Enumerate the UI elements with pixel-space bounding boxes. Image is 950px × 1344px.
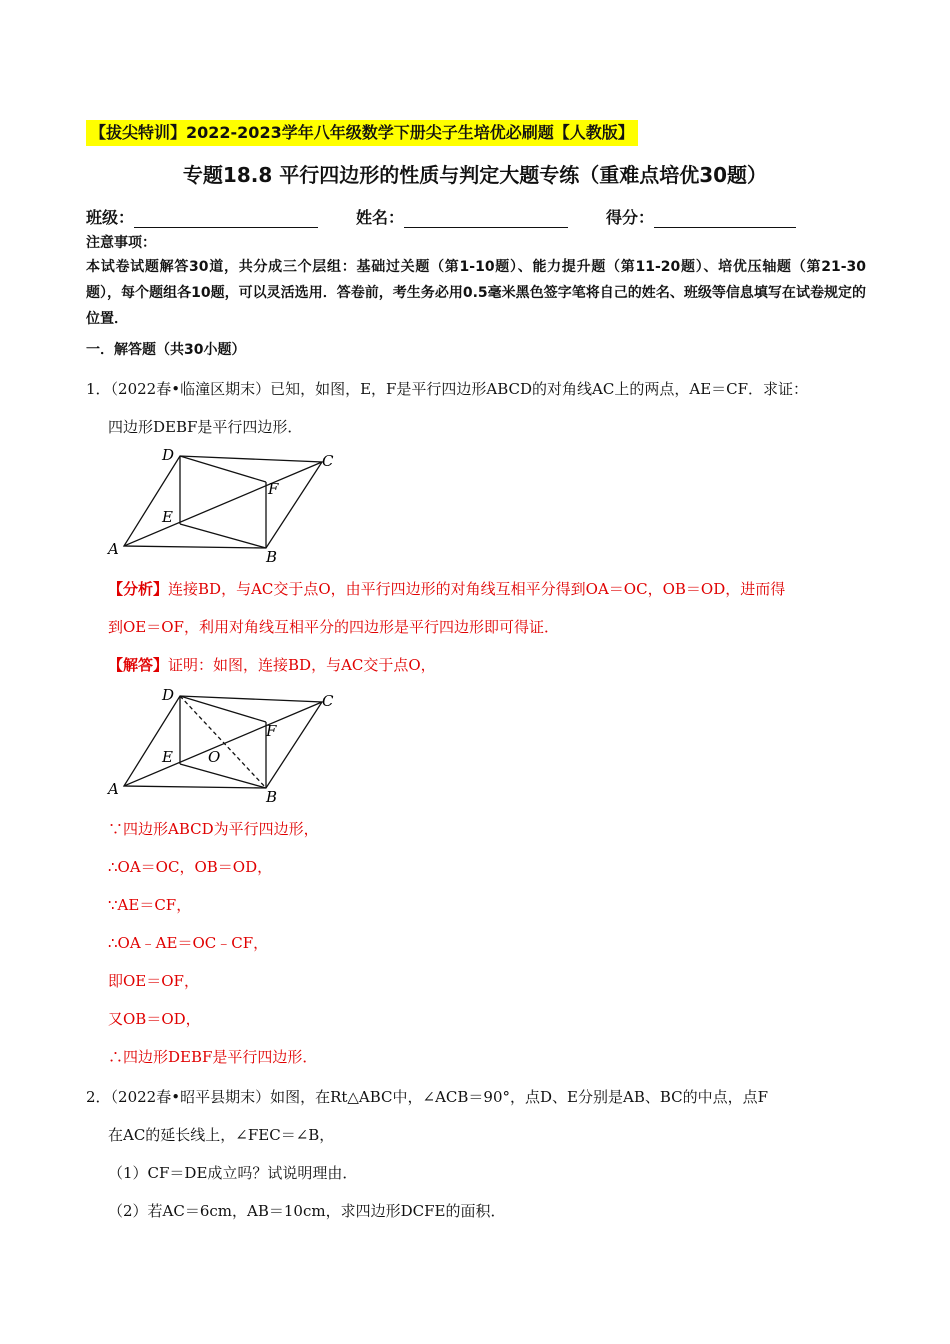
label-o: O	[208, 748, 221, 766]
label-a-2: A	[108, 780, 119, 798]
parallelogram-abcd-2	[124, 696, 322, 788]
question-2-line-2: 在AC的延长线上，∠FEC＝∠B，	[108, 1126, 335, 1144]
section-heading: 一．解答题（共30小题）	[86, 342, 246, 358]
answer-tag: 【解答】	[108, 656, 169, 674]
class-field	[86, 205, 318, 231]
score-label: 得分：	[606, 208, 655, 227]
label-e-2: E	[162, 748, 173, 766]
figure-2	[100, 684, 350, 806]
question-1	[86, 370, 866, 446]
score-blank[interactable]	[654, 209, 796, 228]
answer-text: 证明：如图，连接BD，与AC交于点O，	[168, 656, 436, 674]
name-field	[356, 205, 568, 231]
question-1-line-2: 四边形DEBF是平行四边形．	[108, 418, 303, 436]
label-f-2: F	[266, 722, 277, 740]
name-blank[interactable]	[404, 209, 568, 228]
label-d-2: D	[162, 686, 175, 704]
step-1: ∵四边形ABCD为平行四边形，	[108, 820, 319, 838]
step-7: ∴四边形DEBF是平行四边形．	[108, 1048, 318, 1066]
diagonal-ac-2	[124, 702, 322, 786]
step-4: ∴OA﹣AE＝OC﹣CF，	[108, 934, 269, 952]
page-title: 专题18.8 平行四边形的性质与判定大题专练（重难点培优30题）	[182, 163, 768, 187]
question-2	[86, 1078, 866, 1230]
label-d: D	[162, 446, 175, 464]
analysis-line-2: 到OE＝OF，利用对角线互相平分的四边形是平行四边形即可得证．	[108, 618, 559, 636]
diagonal-bd-dashed	[180, 696, 266, 788]
parallelogram-abcd	[124, 456, 322, 548]
label-e: E	[162, 508, 173, 526]
step-3: ∵AE＝CF，	[108, 896, 192, 914]
score-field	[606, 205, 796, 231]
label-b: B	[266, 548, 278, 566]
question-1-line-1: 1．（2022春•临潼区期末）已知，如图，E，F是平行四边形ABCD的对角线AC上的两点，AE＝CF．求证：	[86, 380, 809, 398]
header-banner: 【拔尖特训】2022-2023学年八年级数学下册尖子生培优必刷题【人教版】	[86, 120, 638, 146]
segment-eb-2	[180, 764, 266, 788]
label-c-2: C	[322, 692, 334, 710]
question-2-line-1: 2．（2022春•昭平县期末）如图，在Rt△ABC中，∠ACB＝90°，点D、E分别是AB、BC的中点，点F	[86, 1088, 769, 1106]
student-info-row	[86, 205, 846, 231]
question-2-part-1: （1）CF＝DE成立吗？试说明理由．	[108, 1164, 358, 1182]
notes-body: 本试卷试题解答30道，共分成三个层组：基础过关题（第1-10题）、能力提升题（第11-20题）、培优压轴题（第21-30题），每个题组各10题，可以灵活选用．答卷前，考生务必用0.5毫米黑色签字笔将自己的姓名、班级等信息填写在试卷规定的位置．	[86, 259, 866, 327]
figure-1	[100, 444, 350, 566]
class-blank[interactable]	[134, 209, 318, 228]
answer-line	[108, 653, 436, 677]
analysis-text-1: 连接BD，与AC交于点O，由平行四边形的对角线互相平分得到OA＝OC，OB＝OD，进而得	[168, 580, 786, 598]
step-5: 即OE＝OF，	[108, 972, 199, 990]
question-2-part-2: （2）若AC＝6cm，AB＝10cm，求四边形DCFE的面积．	[108, 1202, 506, 1220]
notes-heading: 注意事项：	[86, 235, 156, 251]
analysis-tag: 【分析】	[108, 580, 169, 598]
segment-df	[180, 456, 266, 482]
label-f: F	[268, 480, 279, 498]
class-label: 班级：	[86, 208, 135, 227]
label-a: A	[108, 540, 119, 558]
step-2: ∴OA＝OC，OB＝OD，	[108, 858, 273, 876]
label-b-2: B	[266, 788, 278, 806]
diagonal-ac	[124, 462, 322, 546]
step-6: 又OB＝OD，	[108, 1010, 201, 1028]
analysis-line-1	[108, 577, 785, 601]
segment-df-2	[180, 696, 266, 722]
name-label: 姓名：	[356, 208, 405, 227]
segment-eb	[180, 524, 266, 548]
label-c: C	[322, 452, 334, 470]
